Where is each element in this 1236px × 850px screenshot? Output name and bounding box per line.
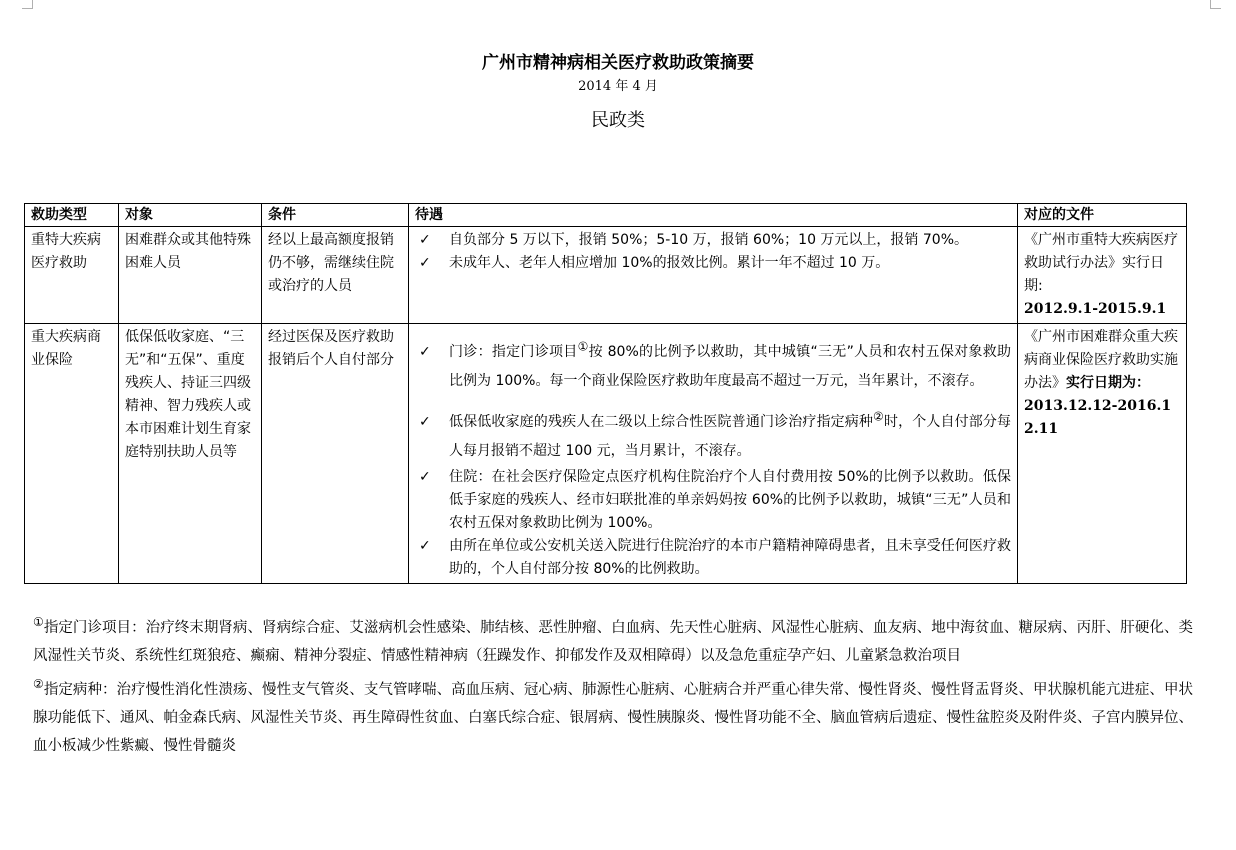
footnote-1 [33,614,1193,670]
footnotes [33,614,1193,766]
cell-benefits [409,324,1018,584]
benefit-text: 时，个人自付部分每人每月报销不超过 100 元，当月累计，不滚存。 [449,414,1012,459]
cell-type: 重特大疾病医疗救助 [25,227,119,324]
page-corner-mark-right [1210,0,1221,9]
document-title: 广州市精神病相关医疗救助政策摘要 [482,53,754,73]
document-date: 2012.9.1-2015.9.1 [1024,301,1167,317]
benefit-item [415,338,1011,396]
footnote-marker: ① [577,339,589,354]
benefit-text: 按 80%的比例予以救助，其中城镇“三无”人员和农村五保对象救助比例为 100%。每一个商业保险医疗救助年度最高不超过一万元，当年累计，不滚存。 [449,344,1011,389]
document-date-label: 实行日期为： [1066,375,1150,391]
page-corner-mark-left [22,0,33,9]
benefit-item [415,408,1011,466]
check-icon: ✓ [419,344,431,360]
footnote-marker: ② [873,409,884,424]
check-icon: ✓ [419,232,431,248]
check-icon: ✓ [419,414,431,430]
check-icon: ✓ [419,255,431,271]
footnote-text: 指定门诊项目：治疗终末期肾病、肾病综合症、艾滋病机会性感染、肺结核、恶性肿瘤、白血病、先天性心脏病、风湿性心脏病、血友病、地中海贫血、糖尿病、丙肝、肝硬化、类风湿性关节炎、系统性红斑狼疮、癫痫、精神分裂症、情感性精神病（狂躁发作、抑郁发作及双相障碍）以及急危重症孕产妇、儿童紧急救治项目 [33,620,1193,664]
benefit-item [415,466,1011,535]
benefit-text: 自负部分 5 万以下，报销 50%；5-10 万，报销 60%；10 万元以上，报销 70%。 [449,232,968,248]
benefit-text: 由所在单位或公安机关送入院进行住院治疗的本市户籍精神障碍患者，且未享受任何医疗救助的，个人自付部分按 80%的比例救助。 [449,538,1011,577]
cell-type: 重大疾病商业保险 [25,324,119,584]
section-heading: 民政类 [591,110,645,131]
document-date: 2013.12.12-2016.12.11 [1024,398,1172,437]
header-document: 对应的文件 [1018,204,1187,227]
cell-condition: 经过医保及医疗救助报销后个人自付部分 [262,324,409,584]
benefit-list [415,338,1011,581]
footnote-marker: ① [33,615,44,630]
benefit-item [415,229,1011,252]
footnote-marker: ② [33,677,44,692]
header-target: 对象 [119,204,262,227]
header-type: 救助类型 [25,204,119,227]
benefit-text: 低保低收家庭的残疾人在二级以上综合性医院普通门诊治疗指定病种 [449,414,874,430]
benefit-text: 门诊：指定门诊项目 [449,344,578,360]
document-date: 2014 年 4 月 [578,79,658,94]
table-row [25,324,1187,584]
table-row [25,227,1187,324]
cell-target: 低保低收家庭、“三无”和“五保”、重度残疾人、持证三四级精神、智力残疾人或本市困难计划生育家庭特别扶助人员等 [119,324,262,584]
header-condition: 条件 [262,204,409,227]
cell-benefits [409,227,1018,324]
footnote-text: 指定病种：治疗慢性消化性溃疡、慢性支气管炎、支气管哮喘、高血压病、冠心病、肺源性心脏病、心脏病合并严重心律失常、慢性肾炎、慢性肾盂肾炎、甲状腺机能亢进症、甲状腺功能低下、通风、帕金森氏病、风湿性关节炎、再生障碍性贫血、白塞氏综合症、银屑病、慢性胰腺炎、慢性肾功能不全、脑血管病后遗症、慢性盆腔炎及附件炎、子宫内膜异位、血小板减少性紫癜、慢性骨髓炎 [33,682,1193,754]
check-icon: ✓ [419,538,431,554]
cell-target: 困难群众或其他特殊困难人员 [119,227,262,324]
benefit-list [415,229,1011,275]
cell-document [1018,324,1187,584]
check-icon: ✓ [419,469,431,485]
benefit-text: 未成年人、老年人相应增加 10%的报效比例。累计一年不超过 10 万。 [449,255,890,271]
cell-condition: 经以上最高额度报销仍不够，需继续住院或治疗的人员 [262,227,409,324]
footnote-2 [33,676,1193,760]
policy-table [24,203,1187,584]
benefit-item [415,535,1011,581]
header-benefits: 待遇 [409,204,1018,227]
document-name: 《广州市困难群众重大疾病商业保险医疗救助实施办法》 [1024,329,1178,391]
cell-document [1018,227,1187,324]
document-name: 《广州市重特大疾病医疗救助试行办法》实行日期: [1024,232,1178,294]
benefit-text: 住院：在社会医疗保险定点医疗机构住院治疗个人自付费用按 50%的比例予以救助。低保低手家庭的残疾人、经市妇联批准的单亲妈妈按 60%的比例予以救助，城镇“三无”人员和农村五保对象救助比例为 100%。 [449,469,1011,531]
benefit-item [415,252,1011,275]
table-header-row [25,204,1187,227]
